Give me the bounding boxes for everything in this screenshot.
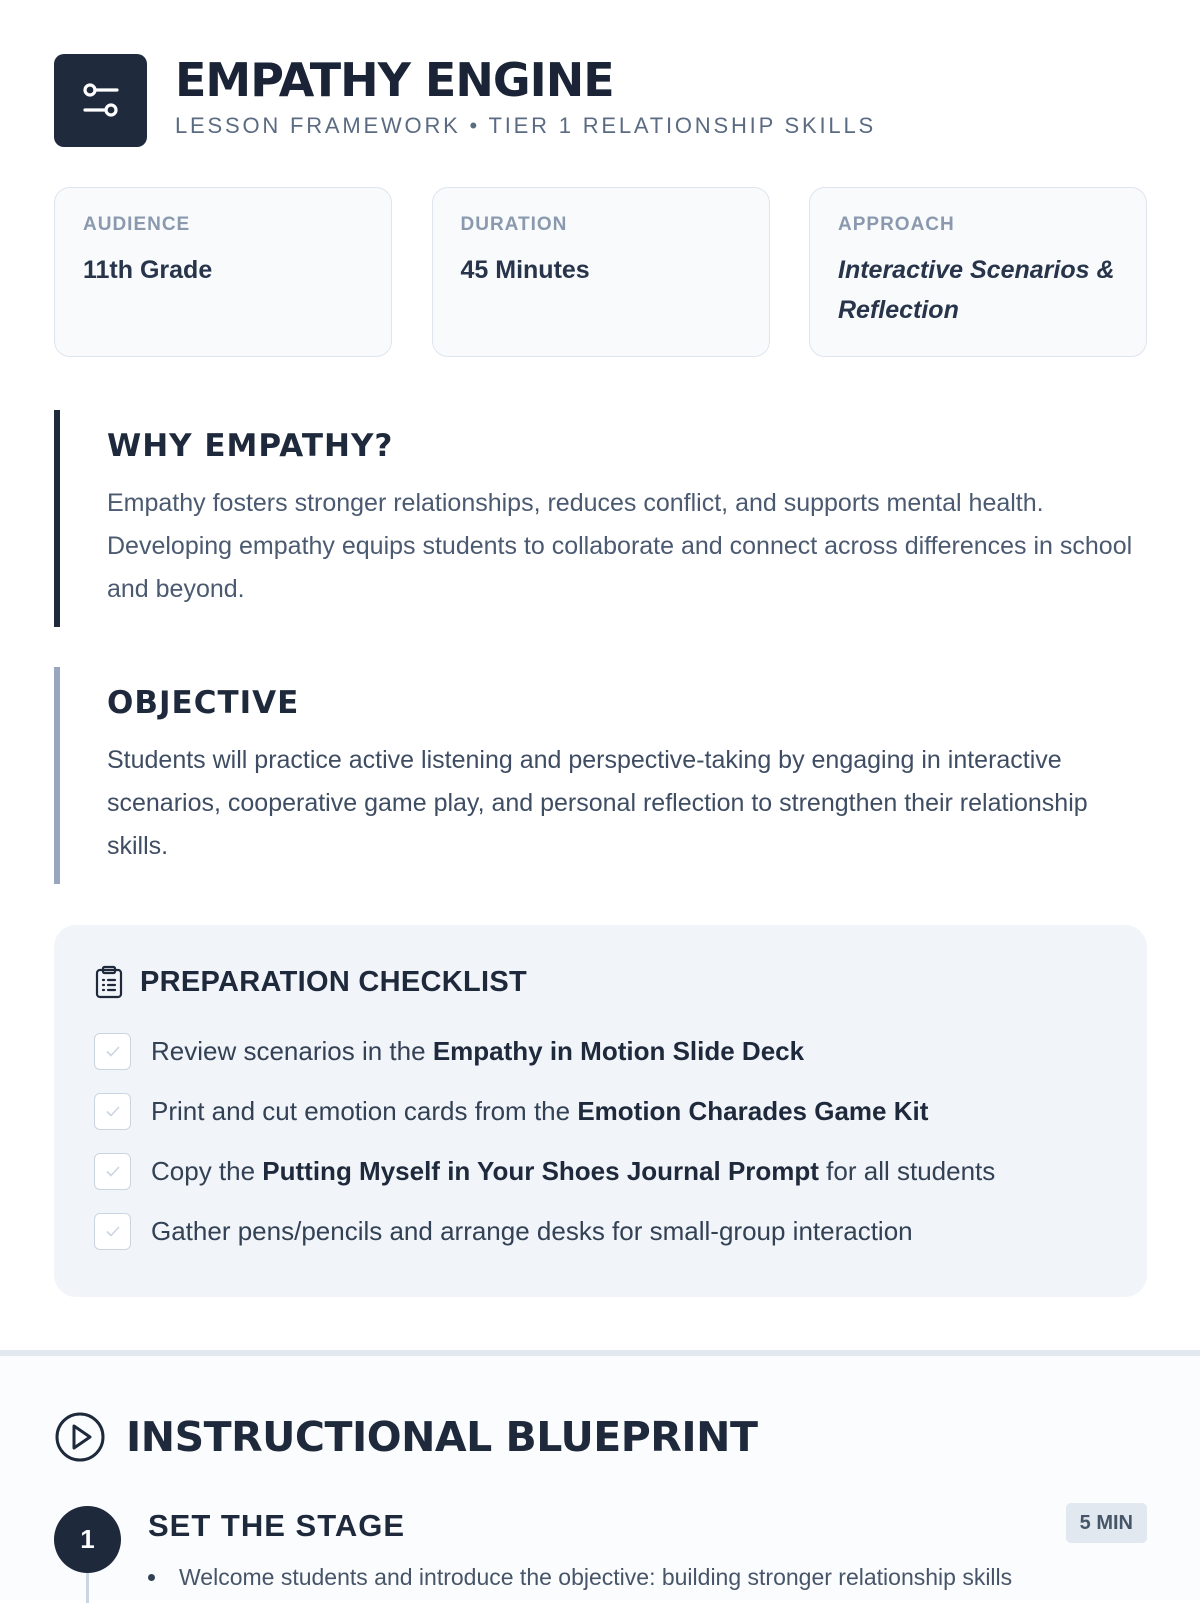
checkbox[interactable] [94,1093,131,1130]
card-label: DURATION [460,214,568,235]
logo [54,54,147,147]
section-text: Empathy fosters stronger relationships, reduces conflict, and supports mental health. Developing empathy equips students to collaborate and connect across differences in school and beyond. [107,489,1133,603]
card-value: Interactive Scenarios & Reflection [838,256,1115,324]
checkbox[interactable] [94,1033,131,1070]
check-icon [106,1226,120,1237]
checklist-item [94,1081,1107,1141]
step-number: 1 [54,1506,121,1573]
checklist-item-text: Print and cut emotion cards from the Emotion Charades Game Kit [151,1095,929,1126]
checklist-item [94,1021,1107,1081]
card-value: 11th Grade [83,256,213,284]
why-section [54,410,1147,627]
instructional-blueprint [0,1356,1200,1600]
card-label: APPROACH [838,214,955,235]
checklist-item [94,1141,1107,1201]
checklist-title: PREPARATION CHECKLIST [140,965,528,998]
audience-card [54,187,392,357]
play-circle-icon [54,1411,106,1463]
section-text: Students will practice active listening and perspective-taking by engaging in interactive scenarios, cooperative game play, and personal reflection to strengthen their relationship skills. [107,746,1088,860]
section-title: OBJECTIVE [107,685,300,721]
list-item [148,1564,1012,1591]
checklist-item-text: Review scenarios in the Empathy in Motion Slide Deck [151,1035,805,1066]
page-subtitle: LESSON FRAMEWORK • TIER 1 RELATIONSHIP SKILLS [175,112,876,138]
page-header [54,54,876,147]
blueprint-header [54,1411,757,1463]
clipboard-icon [94,965,124,999]
check-icon [106,1046,120,1057]
checklist-item-text: Copy the Putting Myself in Your Shoes Journal Prompt for all students [151,1155,996,1186]
checklist-header [94,965,1107,999]
step-connector [86,1573,89,1603]
checklist-item [94,1201,1107,1261]
objective-section [54,667,1147,884]
preparation-checklist [54,925,1147,1297]
check-icon [106,1166,120,1177]
info-cards [54,187,1147,357]
bullet-icon [148,1574,155,1581]
card-label: AUDIENCE [83,214,191,235]
check-list [94,1021,1107,1261]
section-title: WHY EMPATHY? [107,428,394,464]
checkbox[interactable] [94,1213,131,1250]
approach-card [809,187,1147,357]
checkbox[interactable] [94,1153,131,1190]
step-bullets [148,1564,1012,1591]
check-icon [106,1106,120,1117]
checklist-item-text: Gather pens/pencils and arrange desks for small-group interaction [151,1215,913,1246]
bullet-text: Welcome students and introduce the objective: building stronger relationship skills [179,1564,1013,1590]
step-title: SET THE STAGE [148,1508,406,1543]
duration-badge: 5 MIN [1066,1503,1147,1543]
blueprint-title: INSTRUCTIONAL BLUEPRINT [126,1413,758,1461]
page-title: EMPATHY ENGINE [175,53,614,108]
sliders-icon [79,79,123,123]
card-value: 45 Minutes [460,256,590,284]
duration-card [432,187,770,357]
